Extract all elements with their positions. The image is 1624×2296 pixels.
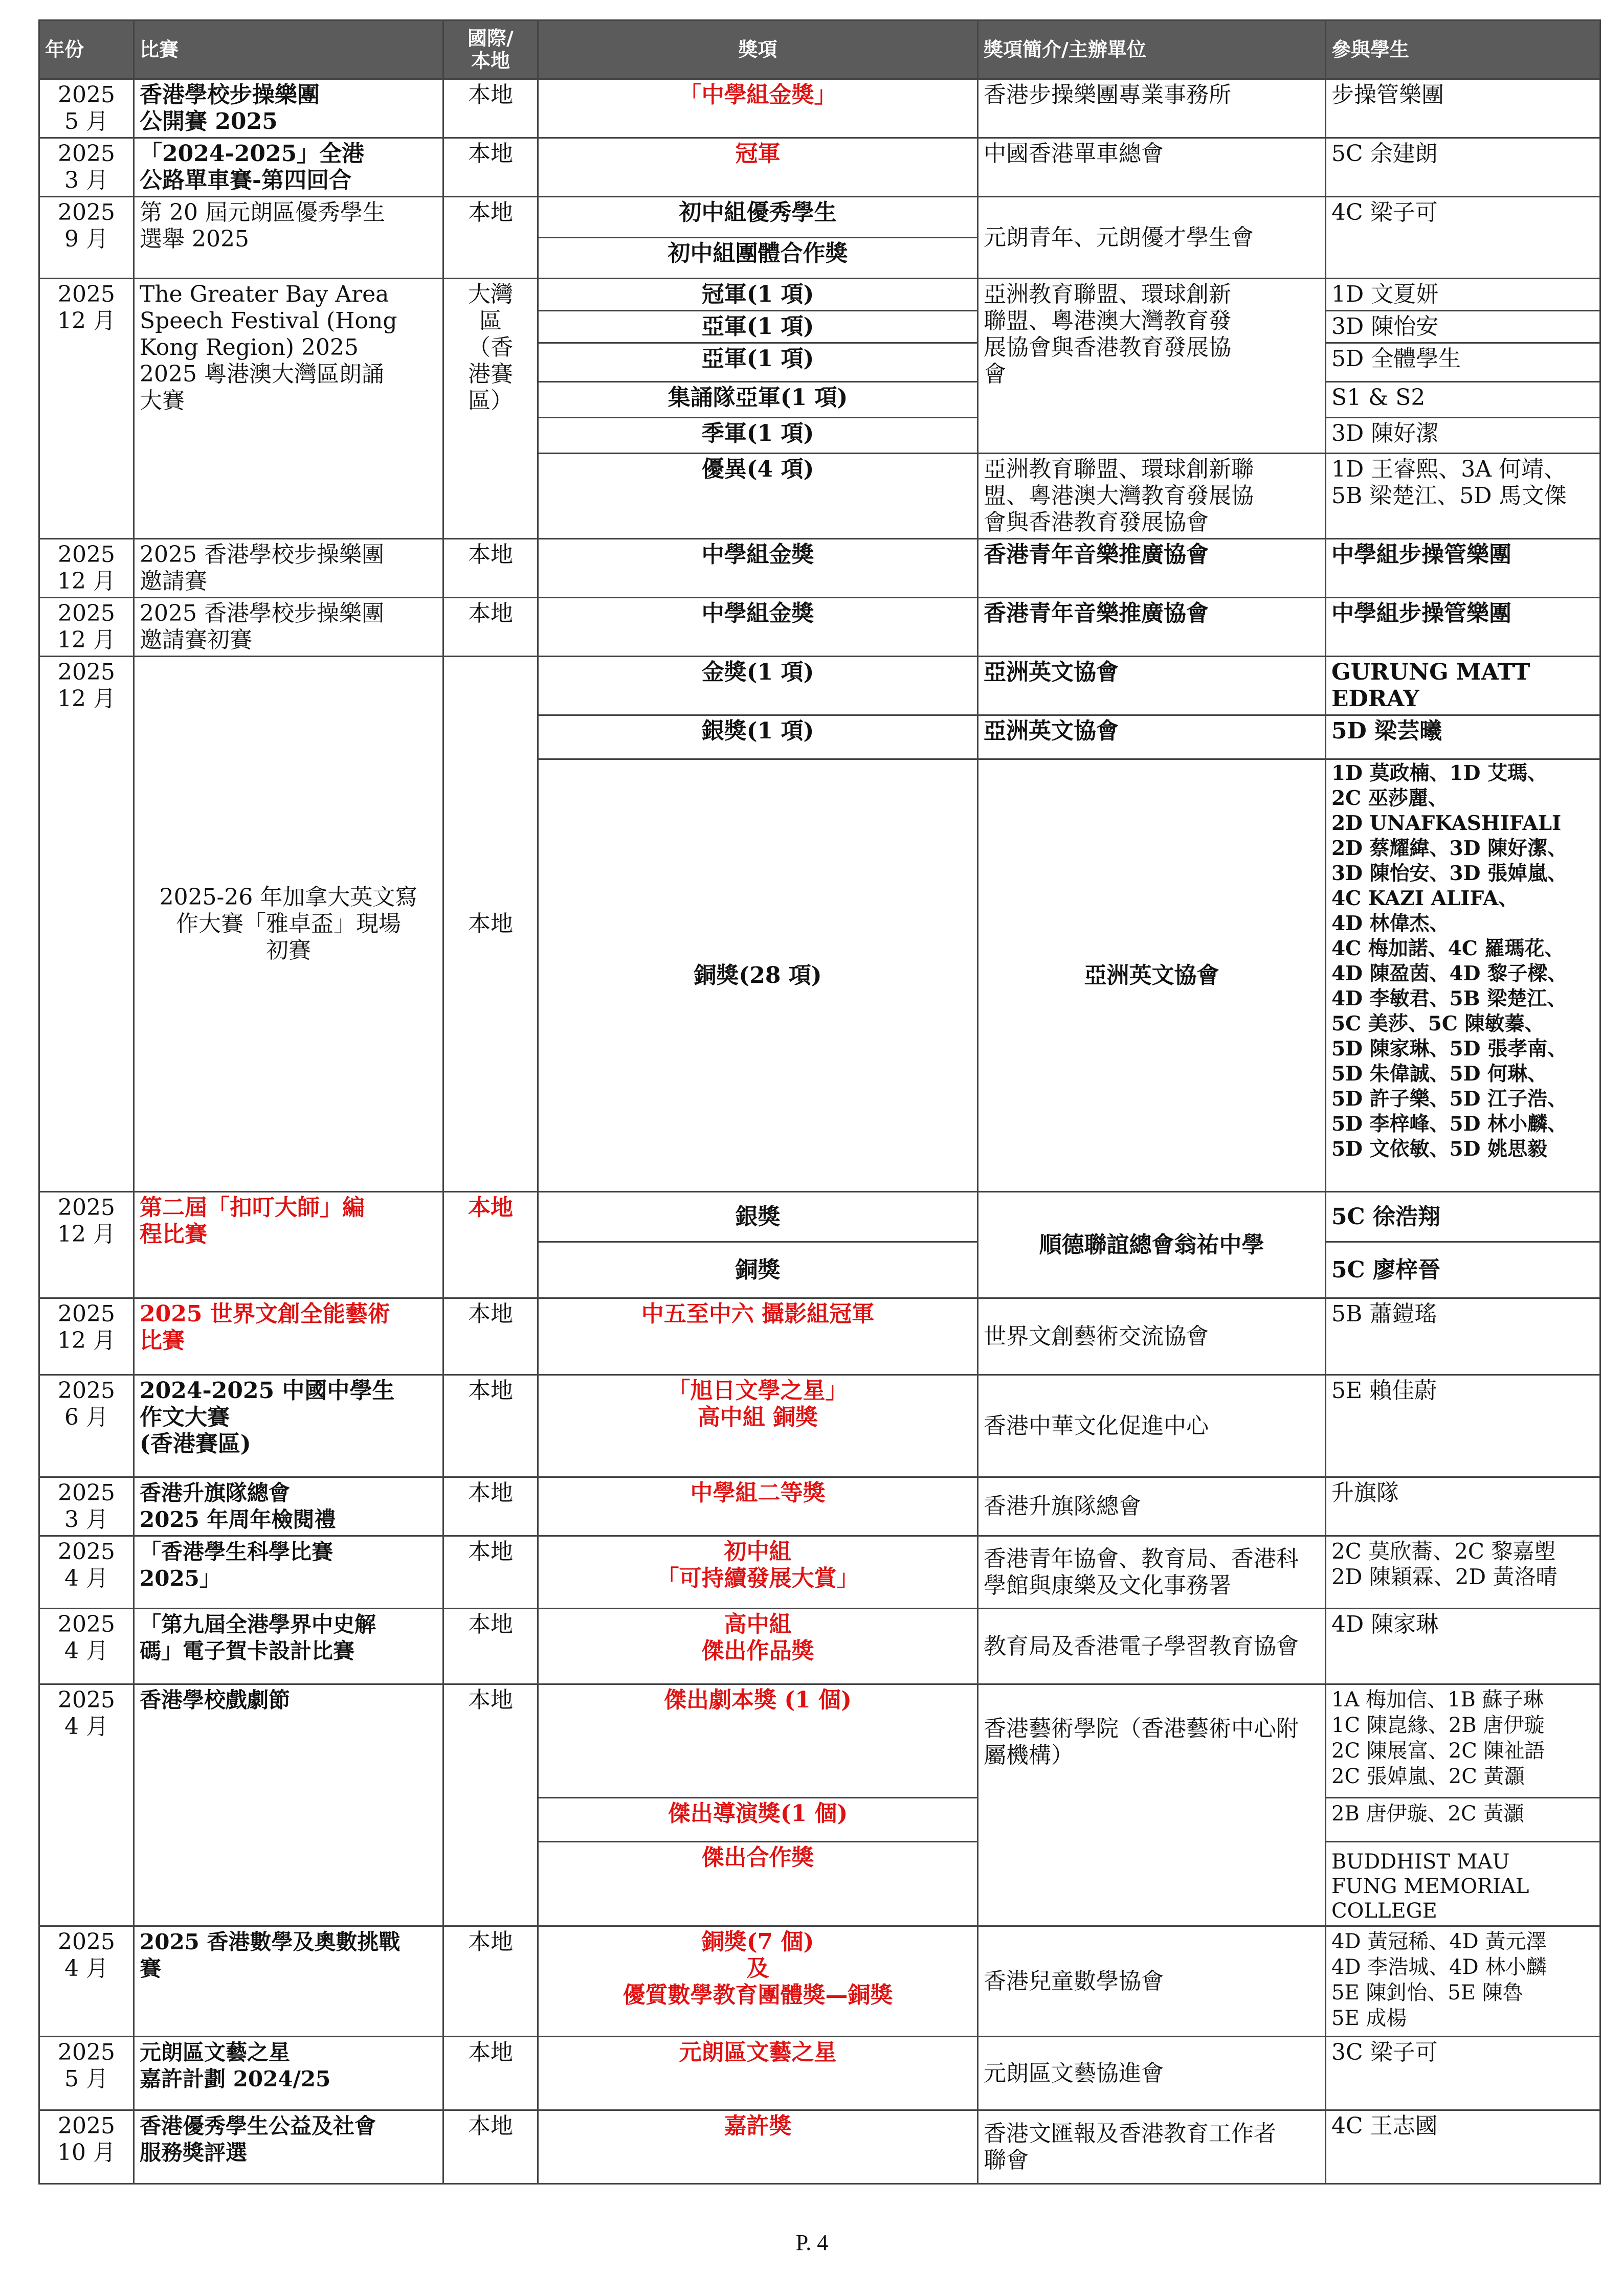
org-cell: 元朗青年、元朗優才學生會 [978, 197, 1326, 279]
year-cell: 2025 12 月 [39, 279, 134, 539]
prize-cell: 冠軍 [538, 138, 978, 197]
year-cell: 2025 3 月 [39, 1477, 134, 1536]
scope-cell: 本地 [443, 1375, 538, 1477]
table-row [39, 1609, 1600, 1684]
table-row [39, 539, 1600, 598]
students-cell: 1A 梅加信、1B 蘇子琳 1C 陳崑緣、2B 唐伊璇 2C 陳展富、2C 陳祉語 2C 張婥嵐、2C 黃灝 [1326, 1684, 1600, 1798]
prize-cell: 中五至中六 攝影組冠軍 [538, 1298, 978, 1375]
header-year: 年份 [39, 20, 134, 79]
header-event: 比賽 [134, 20, 443, 79]
org-cell: 亞洲教育聯盟、環球創新聯 盟、粵港澳大灣教育發展協 會與香港教育發展協會 [978, 454, 1326, 539]
org-cell: 亞洲英文協會 [978, 657, 1326, 715]
scope-cell: 本地 [443, 2037, 538, 2110]
event-cell: 香港學校戲劇節 [134, 1684, 443, 1926]
students-cell: 步操管樂團 [1326, 79, 1600, 138]
prize-cell: 銅獎(28 項) [538, 759, 978, 1192]
prize-cell: 初中組團體合作獎 [538, 238, 978, 279]
year-cell: 2025 4 月 [39, 1536, 134, 1609]
prize-cell: 「旭日文學之星」 高中組 銅獎 [538, 1375, 978, 1477]
table-row [39, 1684, 1600, 1798]
event-cell: 香港學校步操樂團 公開賽 2025 [134, 79, 443, 138]
table-row [39, 279, 1600, 311]
table-row [39, 2110, 1600, 2184]
prize-cell: 中學組金獎 [538, 598, 978, 657]
students-cell: 3D 陳好潔 [1326, 418, 1600, 454]
scope-cell: 本地 [443, 1192, 538, 1298]
event-cell: The Greater Bay Area Speech Festival (Hong Kong Region) 2025 2025 粵港澳大灣區朗誦 大賽 [134, 279, 443, 539]
table-row [39, 1375, 1600, 1477]
scope-cell: 本地 [443, 1926, 538, 2037]
table-row [39, 1298, 1600, 1375]
scope-cell: 本地 [443, 138, 538, 197]
students-cell: 5D 全體學生 [1326, 343, 1600, 382]
prize-cell: 中學組金獎 [538, 539, 978, 598]
org-cell: 香港青年音樂推廣協會 [978, 539, 1326, 598]
year-cell: 2025 12 月 [39, 657, 134, 1192]
org-cell: 中國香港單車總會 [978, 138, 1326, 197]
students-cell: S1 & S2 [1326, 382, 1600, 418]
scope-cell: 本地 [443, 598, 538, 657]
header-scope: 國際/ 本地 [443, 20, 538, 79]
scope-cell: 本地 [443, 197, 538, 279]
students-cell: 1D 莫政楠、1D 艾瑪、 2C 巫莎麗、 2D UNAFKASHIFALI 2D 蔡耀緯、3D 陳好潔、 3D 陳怡安、3D 張婥嵐、 4C KAZI ALIFA、 4D 林偉杰、 4C 梅加諾、4C 羅瑪花、 4D 陳盈茵、4D 黎子樑、 4D 李敏君、5B 梁楚江、 5C 美莎、5C 陳敏蓁、 5D 陳家琳、5D 張孝南、 5D 朱偉誠、5D 何琳、 5D 許子樂、5D 江子浩、 5D 李梓峰、5D 林小麟、 5D 文依敏、5D 姚思毅 [1326, 759, 1600, 1192]
prize-cell: 中學組二等獎 [538, 1477, 978, 1536]
table-row [39, 79, 1600, 138]
table-row [39, 197, 1600, 238]
table-row [39, 2037, 1600, 2110]
page-number: P. 4 [795, 2230, 829, 2255]
prize-cell: 冠軍(1 項) [538, 279, 978, 311]
event-cell: 「2024-2025」全港 公路單車賽-第四回合 [134, 138, 443, 197]
prize-cell: 元朗區文藝之星 [538, 2037, 978, 2110]
year-cell: 2025 5 月 [39, 2037, 134, 2110]
students-cell: 4C 梁子可 [1326, 197, 1600, 279]
header-org: 獎項簡介/主辦單位 [978, 20, 1326, 79]
org-cell: 香港兒童數學協會 [978, 1926, 1326, 2037]
year-cell: 2025 5 月 [39, 79, 134, 138]
prize-cell: 銅獎 [538, 1242, 978, 1298]
students-cell: GURUNG MATT EDRAY [1326, 657, 1600, 715]
year-cell: 2025 12 月 [39, 598, 134, 657]
students-cell: 5C 余建朗 [1326, 138, 1600, 197]
prize-cell: 銀獎 [538, 1192, 978, 1242]
students-cell: 2B 唐伊璇、2C 黃灝 [1326, 1798, 1600, 1842]
org-cell: 香港青年音樂推廣協會 [978, 598, 1326, 657]
scope-cell: 本地 [443, 1477, 538, 1536]
header-prize: 獎項 [538, 20, 978, 79]
prize-cell: 銅獎(7 個) 及 優質數學教育團體獎—銅獎 [538, 1926, 978, 2037]
org-cell: 亞洲英文協會 [978, 715, 1326, 759]
students-cell: 4C 王志國 [1326, 2110, 1600, 2184]
students-cell: 升旗隊 [1326, 1477, 1600, 1536]
year-cell: 2025 4 月 [39, 1609, 134, 1684]
event-cell: 2025 香港學校步操樂團 邀請賽 [134, 539, 443, 598]
awards-table [38, 19, 1601, 2185]
students-cell: 4D 黃冠稀、4D 黃元澤 4D 李浩城、4D 林小麟 5E 陳釗怡、5E 陳魯 5E 成楊 [1326, 1926, 1600, 2037]
students-cell: 5B 蕭鎧瑤 [1326, 1298, 1600, 1375]
scope-cell: 大灣 區 （香 港賽 區） [443, 279, 538, 539]
prize-cell: 初中組 「可持續發展大賞」 [538, 1536, 978, 1609]
event-cell: 2025 香港數學及奧數挑戰 賽 [134, 1926, 443, 2037]
table-row [39, 1477, 1600, 1536]
prize-cell: 傑出導演獎(1 個) [538, 1798, 978, 1842]
prize-cell: 集誦隊亞軍(1 項) [538, 382, 978, 418]
scope-cell: 本地 [443, 1536, 538, 1609]
org-cell: 香港升旗隊總會 [978, 1477, 1326, 1536]
event-cell: 2025 香港學校步操樂團 邀請賽初賽 [134, 598, 443, 657]
year-cell: 2025 4 月 [39, 1684, 134, 1926]
students-cell: 5C 徐浩翔 [1326, 1192, 1600, 1242]
students-cell: 5D 梁芸曦 [1326, 715, 1600, 759]
students-cell: 1D 文夏妍 [1326, 279, 1600, 311]
scope-cell: 本地 [443, 1298, 538, 1375]
scope-cell: 本地 [443, 657, 538, 1192]
prize-cell: 金獎(1 項) [538, 657, 978, 715]
table-row [39, 1192, 1600, 1242]
scope-cell: 本地 [443, 2110, 538, 2184]
event-cell: 第 20 屆元朗區優秀學生 選舉 2025 [134, 197, 443, 279]
table-header-row [39, 20, 1600, 79]
org-cell: 元朗區文藝協進會 [978, 2037, 1326, 2110]
org-cell: 香港中華文化促進中心 [978, 1375, 1326, 1477]
students-cell: 中學組步操管樂團 [1326, 539, 1600, 598]
scope-cell: 本地 [443, 1684, 538, 1926]
students-cell: 1D 王睿熙、3A 何靖、 5B 梁楚江、5D 馬文傑 [1326, 454, 1600, 539]
year-cell: 2025 9 月 [39, 197, 134, 279]
students-cell: 5E 賴佳蔚 [1326, 1375, 1600, 1477]
students-cell: 中學組步操管樂團 [1326, 598, 1600, 657]
prize-cell: 初中組優秀學生 [538, 197, 978, 238]
table-row [39, 1536, 1600, 1609]
students-cell: 3C 梁子可 [1326, 2037, 1600, 2110]
table-row [39, 657, 1600, 715]
prize-cell: 銀獎(1 項) [538, 715, 978, 759]
year-cell: 2025 3 月 [39, 138, 134, 197]
scope-cell: 本地 [443, 539, 538, 598]
year-cell: 2025 12 月 [39, 1192, 134, 1298]
org-cell: 亞洲教育聯盟、環球創新 聯盟、粵港澳大灣教育發 展協會與香港教育發展協 會 [978, 279, 1326, 454]
students-cell: 3D 陳怡安 [1326, 311, 1600, 343]
prize-cell: 「中學組金獎」 [538, 79, 978, 138]
prize-cell: 優異(4 項) [538, 454, 978, 539]
students-cell: BUDDHIST MAU FUNG MEMORIAL COLLEGE [1326, 1842, 1600, 1926]
event-cell: 2025-26 年加拿大英文寫 作大賽「雅卓盃」現場 初賽 [134, 657, 443, 1192]
org-cell: 世界文創藝術交流協會 [978, 1298, 1326, 1375]
org-cell: 香港步操樂團專業事務所 [978, 79, 1326, 138]
event-cell: 第二屆「扣叮大師」編 程比賽 [134, 1192, 443, 1298]
prize-cell: 季軍(1 項) [538, 418, 978, 454]
year-cell: 2025 6 月 [39, 1375, 134, 1477]
year-cell: 2025 12 月 [39, 539, 134, 598]
event-cell: 「香港學生科學比賽 2025」 [134, 1536, 443, 1609]
event-cell: 元朗區文藝之星 嘉許計劃 2024/25 [134, 2037, 443, 2110]
year-cell: 2025 4 月 [39, 1926, 134, 2037]
event-cell: 2025 世界文創全能藝術 比賽 [134, 1298, 443, 1375]
prize-cell: 高中組 傑出作品獎 [538, 1609, 978, 1684]
table-row [39, 138, 1600, 197]
org-cell: 香港青年協會、教育局、香港科 學館與康樂及文化事務署 [978, 1536, 1326, 1609]
scope-cell: 本地 [443, 79, 538, 138]
org-cell: 教育局及香港電子學習教育協會 [978, 1609, 1326, 1684]
event-cell: 香港升旗隊總會 2025 年周年檢閱禮 [134, 1477, 443, 1536]
table-row [39, 1926, 1600, 2037]
org-cell: 香港文匯報及香港教育工作者 聯會 [978, 2110, 1326, 2184]
event-cell: 2024-2025 中國中學生 作文大賽 (香港賽區) [134, 1375, 443, 1477]
scope-cell: 本地 [443, 1609, 538, 1684]
prize-cell: 亞軍(1 項) [538, 311, 978, 343]
prize-cell: 嘉許獎 [538, 2110, 978, 2184]
header-students: 參與學生 [1326, 20, 1600, 79]
org-cell: 順德聯誼總會翁祐中學 [978, 1192, 1326, 1298]
year-cell: 2025 10 月 [39, 2110, 134, 2184]
org-cell: 香港藝術學院（香港藝術中心附 屬機構） [978, 1684, 1326, 1926]
prize-cell: 傑出合作獎 [538, 1842, 978, 1926]
students-cell: 5C 廖梓晉 [1326, 1242, 1600, 1298]
event-cell: 香港優秀學生公益及社會 服務獎評選 [134, 2110, 443, 2184]
org-cell: 亞洲英文協會 [978, 759, 1326, 1192]
event-cell: 「第九屆全港學界中史解 碼」電子賀卡設計比賽 [134, 1609, 443, 1684]
year-cell: 2025 12 月 [39, 1298, 134, 1375]
students-cell: 4D 陳家琳 [1326, 1609, 1600, 1684]
prize-cell: 亞軍(1 項) [538, 343, 978, 382]
prize-cell: 傑出劇本獎 (1 個) [538, 1684, 978, 1798]
table-row [39, 598, 1600, 657]
students-cell: 2C 莫欣蕎、2C 黎嘉塱 2D 陳穎霖、2D 黃洛晴 [1326, 1536, 1600, 1609]
